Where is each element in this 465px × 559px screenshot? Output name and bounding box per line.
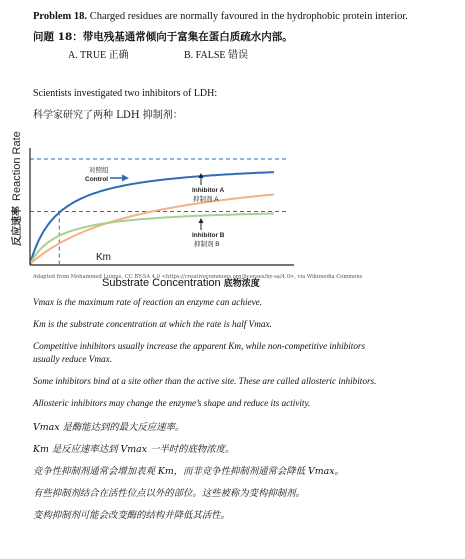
x-axis-title-cn: 底物浓度 — [223, 278, 260, 288]
note-vmax: Vmax is the maximum rate of reaction an enzyme can achieve. — [33, 297, 263, 307]
problem-statement-cn — [33, 29, 293, 44]
inhibitor-b-arrowhead — [199, 218, 204, 223]
control-arrowhead — [122, 175, 129, 182]
note-allosteric: Some inhibitors bind at a site other than the active site. These are called allosteric inhibitors. — [33, 376, 377, 386]
legend-inhibitor-a — [192, 173, 225, 203]
legend-inhibitor-b — [192, 218, 225, 248]
inhibitor-b-label: Inhibitor B — [192, 232, 225, 239]
problem-label: Problem 18. — [33, 11, 88, 22]
problem-text: Charged residues are normally favoured in the hydrophobic protein interior. — [89, 11, 408, 22]
intro-text: Scientists investigated two inhibitors of LDH: — [33, 88, 218, 99]
km-label: Km — [96, 252, 111, 263]
image-caption: Adapted from Mohammed Luique, CC BY-SA 4.0 <https://creativecommons.org/licenses/by-sa/4.0>, via Wikimedia Commons — [33, 274, 363, 280]
inhibitor-a-label-cn: 抑制剂 A — [193, 196, 219, 203]
x-axis-title-en: Substrate Concentration — [102, 277, 221, 289]
note-competitive: Competitive inhibitors usually increase the apparent Km, while non-competitive inhibitors — [33, 341, 366, 351]
control-label-cn: 对照组 — [89, 167, 109, 174]
control-label: Control — [85, 176, 109, 183]
problem-text-cn: 带电残基通常倾向于富集在蛋白质疏水内部。 — [82, 31, 293, 43]
guide-lines — [30, 159, 289, 264]
note-allosteric-shape-cn: 变构抑制剂可能会改变酶的结构并降低其活性。 — [33, 510, 230, 521]
option-b[interactable]: B. FALSE 错误 — [184, 50, 248, 61]
y-axis-title-cn: 反应速率 — [12, 206, 23, 246]
problem-label-cn: 问题 18： — [33, 31, 83, 43]
inhibitor-a-label: Inhibitor A — [192, 187, 225, 194]
note-noncompetitive: usually reduce Vmax. — [33, 354, 113, 364]
curves — [30, 172, 274, 264]
intro-text-cn: 科学家研究了两种 LDH 抑制剂： — [33, 110, 183, 121]
y-axis-title — [10, 131, 23, 246]
legend-control — [85, 165, 129, 183]
note-allosteric-shape: Allosteric inhibitors may change the enzyme’s shape and reduce its activity. — [33, 398, 311, 408]
note-vmax-cn: Vmax 是酶能达到的最大反应速率。 — [33, 422, 185, 433]
note-km: Km is the substrate concentration at which the rate is half Vmax. — [33, 319, 272, 329]
option-a[interactable]: A. TRUE 正确 — [68, 50, 129, 61]
problem-statement — [33, 11, 408, 22]
note-km-cn: Km 是反应速率达到 Vmax 一半时的底物浓度。 — [33, 444, 235, 455]
y-axis-title-en: Reaction Rate — [11, 131, 23, 201]
curve-inhibitor-a — [30, 195, 274, 265]
note-competitive-cn: 竞争性抑制剂通常会增加表观 Km，而非竞争性抑制剂通常会降低 Vmax。 — [33, 466, 344, 477]
note-allosteric-cn: 有些抑制剂结合在活性位点以外的部位。这些被称为变构抑制剂。 — [33, 488, 305, 499]
inhibitor-b-label-cn: 抑制剂 B — [194, 241, 220, 248]
